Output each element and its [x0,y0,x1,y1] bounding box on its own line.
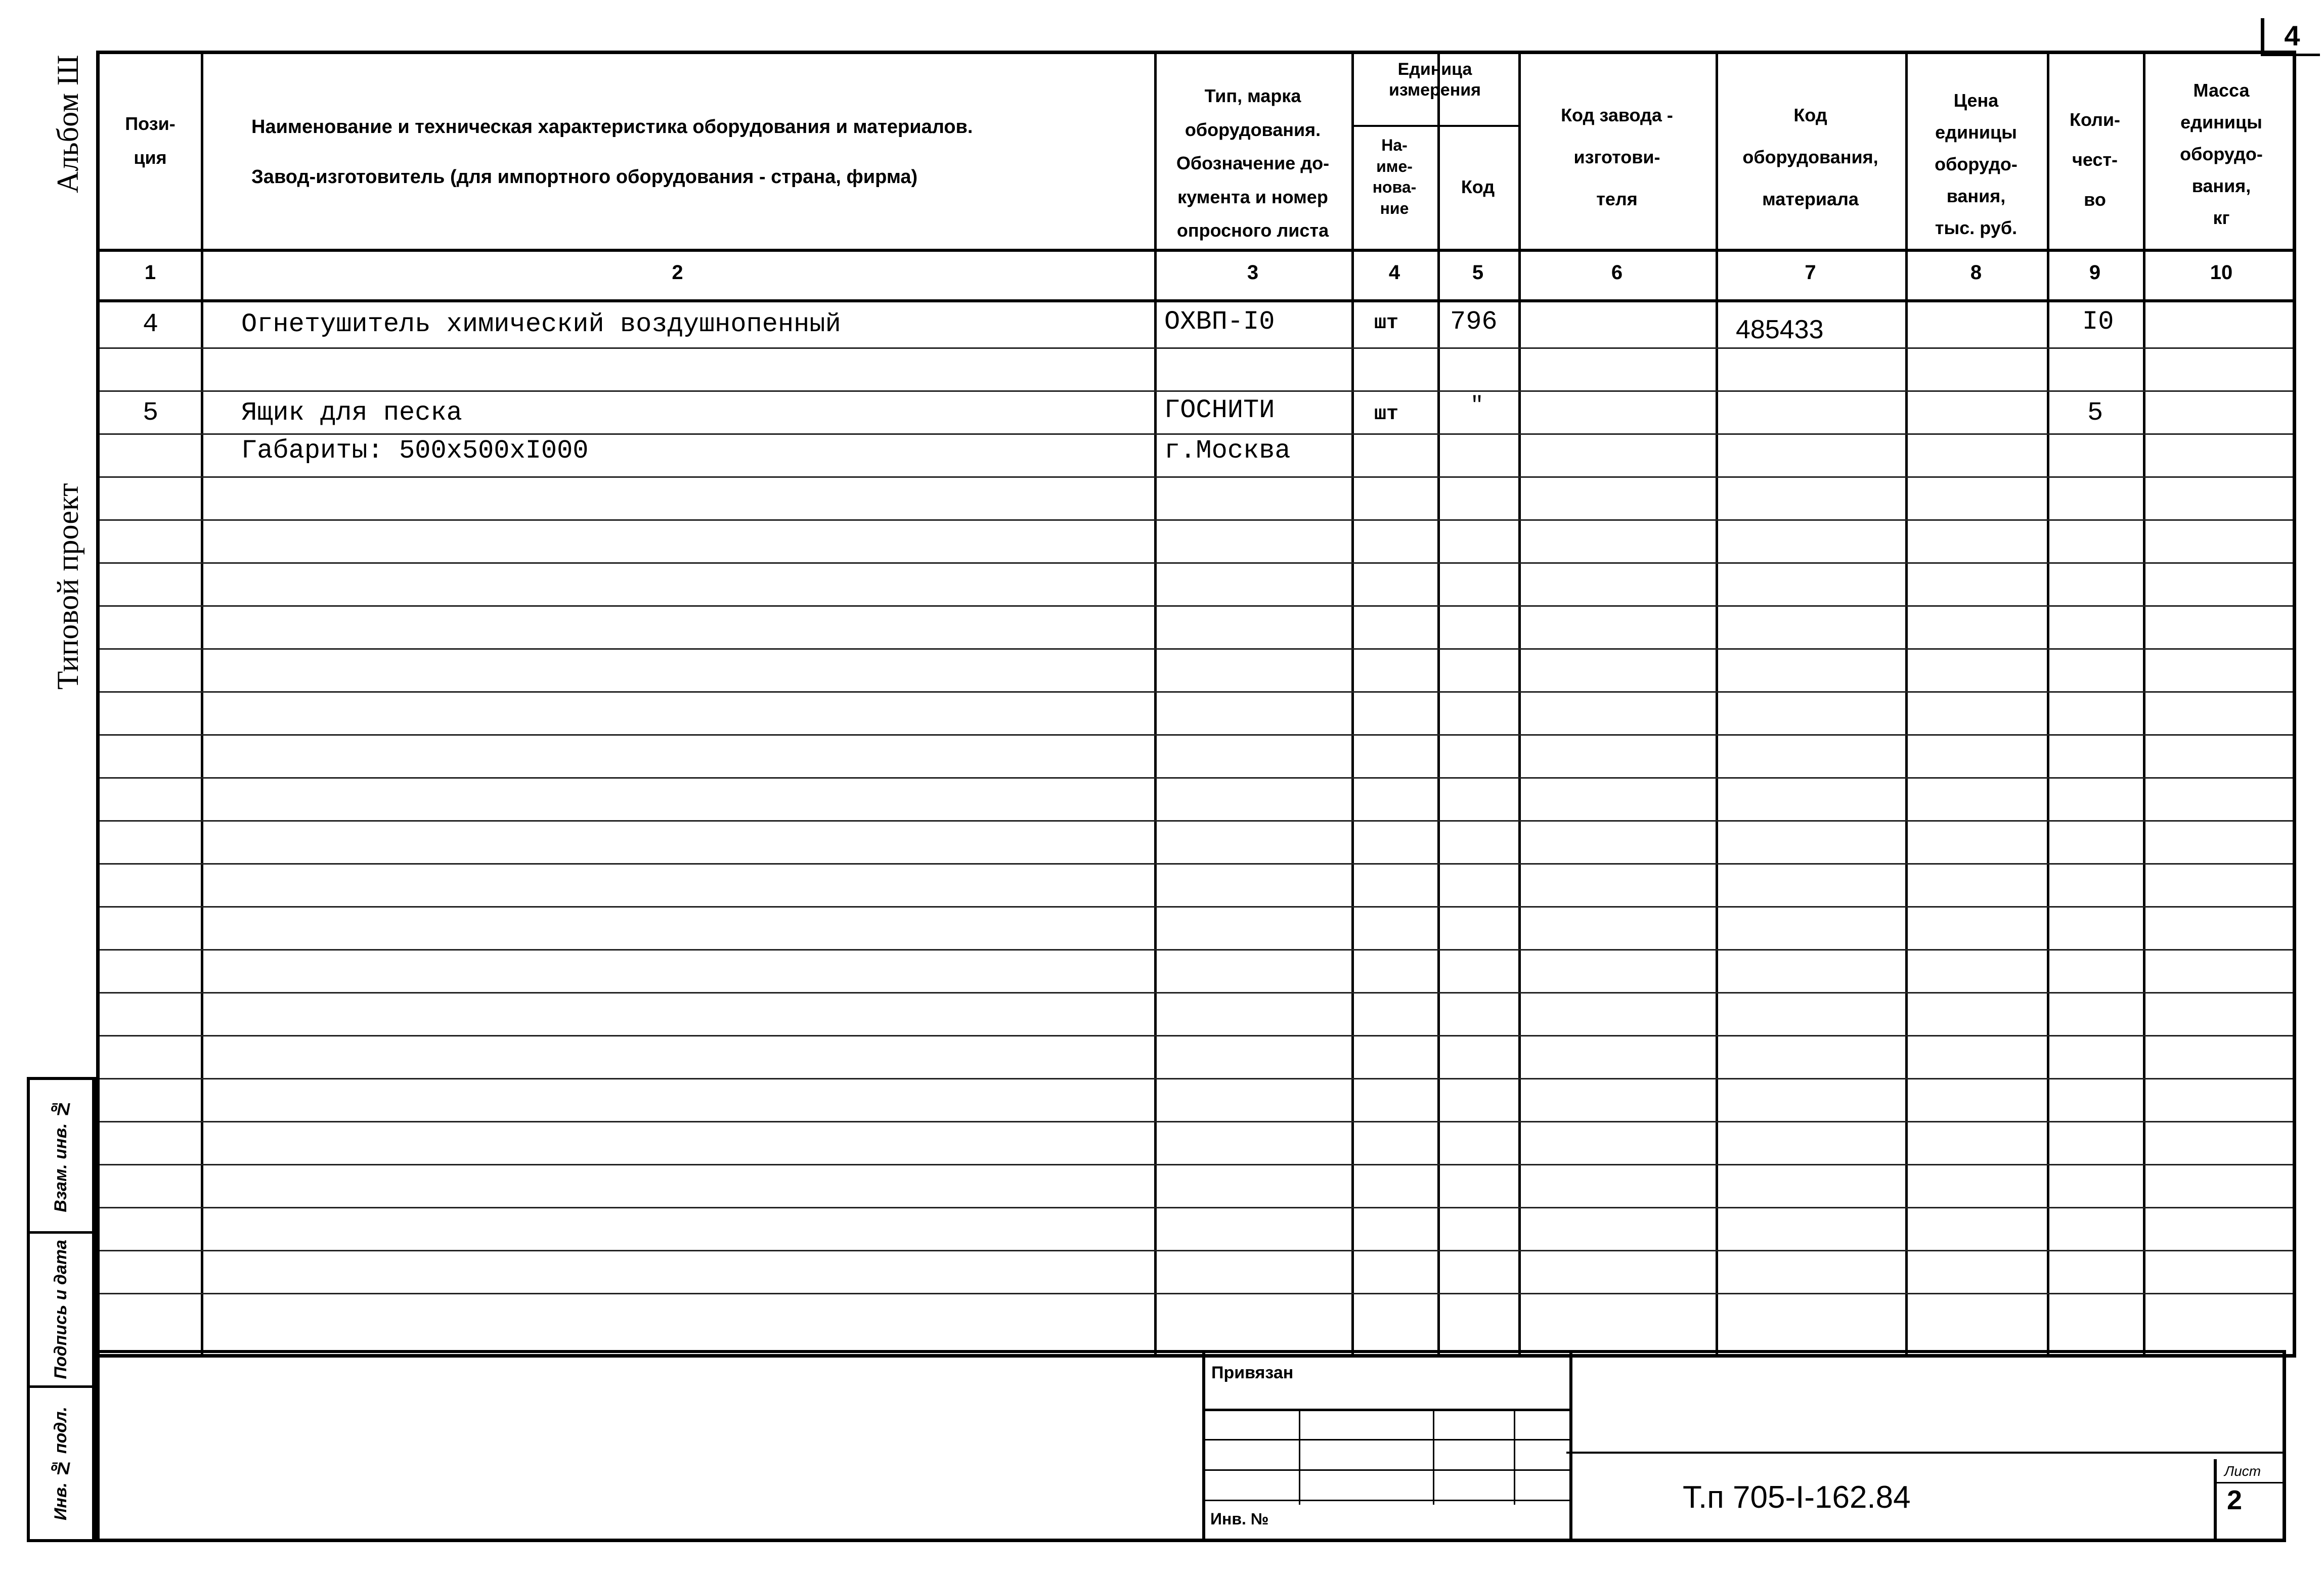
row-position: 4 [143,309,159,339]
stamp-cell-inventory: Инв. № подл. [30,1388,95,1539]
title-block [96,1350,2286,1542]
inventory-label: Инв. № [1210,1510,1269,1528]
row-type: ГОСНИТИ [1164,395,1275,425]
header-quantity: Коли- чест- во [2069,109,2121,210]
header-name: Наименование и техническая характеристика оборудования и материалов. Завод-изготовитель (для импортного оборудования - страна, фирма) [251,116,973,188]
row-equipment-code: 485433 [1736,315,1824,344]
specification-table [96,51,2296,1358]
header-price: Цена единицы оборудо- вания, тыс. руб. [1935,90,2018,238]
side-label-album: Альбом Ш [51,55,84,193]
col-number-7: 7 [1805,261,1816,284]
side-label-project: Типовой проект [51,483,84,690]
row-quantity: I0 [2082,307,2114,337]
stamp-cell-signature: Подпись и дата [30,1234,95,1387]
row-name: Габариты: 500x500xI000 [241,436,589,466]
col-number-4: 4 [1388,261,1400,284]
sheet-label: Лист [2224,1463,2261,1479]
row-name: Ящик для песка [241,398,462,428]
header-mass: Масса единицы оборудо- вания, кг [2180,80,2263,228]
col-number-10: 10 [2210,261,2233,284]
header-position: Пози- ция [125,113,176,168]
sheet-value: 2 [2227,1485,2243,1515]
row-unit: шт [1374,403,1399,426]
header-unit-name: На- име- нова- ние [1372,136,1417,217]
row-quantity: 5 [2087,398,2103,428]
col-number-5: 5 [1472,261,1484,284]
col-number-8: 8 [1970,261,1982,284]
document-code: Т.п 705-I-162.84 [1683,1480,1911,1515]
header-equipment-code: Код оборудования, материала [1742,105,1878,209]
row-type: ОХВП-I0 [1164,307,1275,337]
stamp-cell-replace: Взам. инв. № [30,1080,95,1234]
row-position: 5 [143,398,159,428]
header-plant-code: Код завода - изготови- теля [1561,105,1673,209]
row-unit-code: 796 [1450,307,1498,337]
row-unit: шт [1374,312,1399,335]
stamp-column [27,1077,98,1542]
row-name: Огнетушитель химический воздушнопенный [241,309,841,339]
row-unit-code: " [1470,393,1484,418]
header-type: Тип, марка оборудования. Обозначение до- кумента и номер опросного листа [1176,85,1330,241]
sheet-box [2214,1459,2283,1540]
col-number-9: 9 [2089,261,2101,284]
row-type: г.Москва [1164,436,1291,466]
col-number-6: 6 [1611,261,1623,284]
header-unit-group: Единица измерения [1389,60,1481,100]
privyazan-label: Привязан [1211,1363,1294,1382]
corner-sheet-number: 4 [2261,18,2320,56]
col-number-1: 1 [144,261,156,284]
approval-box [1202,1353,1572,1540]
header-unit-code: Код [1461,176,1495,197]
col-number-2: 2 [672,261,683,284]
col-number-3: 3 [1247,261,1259,284]
